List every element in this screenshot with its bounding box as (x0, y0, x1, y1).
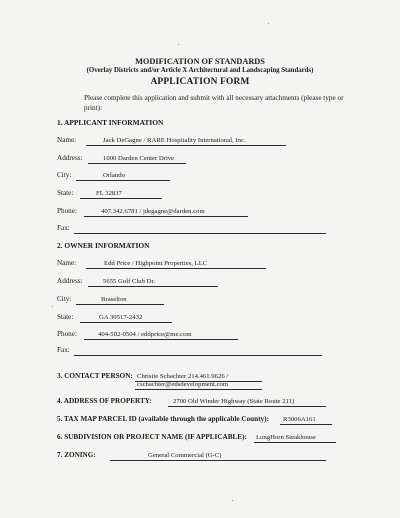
contact-person-line2-rule (135, 389, 262, 390)
owner-state-label: State: (57, 313, 74, 321)
applicant-name-line (86, 145, 286, 146)
tax-map-parcel-value[interactable]: R3006A161 (283, 416, 316, 423)
tax-map-parcel-line (280, 424, 332, 425)
owner-address-line (88, 286, 218, 287)
owner-name-line (86, 268, 266, 269)
applicant-city-label: City: (57, 171, 72, 179)
owner-city-label: City: (57, 295, 72, 303)
scan-speck (232, 500, 233, 501)
owner-address-value[interactable]: 5655 Golf Club Dr. (103, 278, 156, 285)
applicant-phone-line (84, 216, 248, 217)
instructions-text: Please complete this application and submit with all necessary attachments (please type or print): (84, 94, 344, 112)
applicant-state-line (80, 198, 162, 199)
property-address-line (168, 406, 326, 407)
owner-city-value[interactable]: Braselton (101, 296, 127, 303)
applicant-address-line (88, 163, 186, 164)
applicant-fax-label: Fax: (57, 224, 70, 232)
applicant-state-label: State: (57, 189, 74, 197)
property-address-label: 4. ADDRESS OF PROPERTY: (57, 397, 152, 405)
owner-state-value[interactable]: GA 30517-2432 (99, 314, 143, 321)
applicant-name-value[interactable]: Jack DeGagne / RARE Hospitality International, Inc. (103, 137, 246, 144)
owner-name-label: Name: (57, 259, 77, 267)
scan-speck (178, 44, 179, 45)
applicant-section-heading: 1. APPLICANT INFORMATION (57, 118, 164, 127)
owner-name-value[interactable]: Edd Price / Highpoint Properties, LLC (104, 260, 208, 267)
subdivision-label: 6. SUBDIVISION OR PROJECT NAME (IF APPLICABLE): (57, 433, 247, 441)
owner-phone-line (84, 339, 238, 340)
zoning-value[interactable]: General Commercial (G-C) (148, 452, 222, 459)
subdivision-value[interactable]: LongHorn Steakhouse (256, 434, 316, 441)
applicant-name-label: Name: (57, 136, 77, 144)
scan-speck (52, 306, 53, 307)
form-title: MODIFICATION OF STANDARDS (135, 57, 265, 66)
property-address-value[interactable]: 2700 Old Winder Highway (State Route 211) (173, 398, 295, 405)
application-form-heading: APPLICATION FORM (150, 77, 250, 87)
applicant-phone-value[interactable]: 407.342.6781 / jdegagne@darden.com (101, 208, 205, 215)
contact-person-line1[interactable]: Christie Schachter 214.461.9626 / (137, 373, 229, 380)
applicant-fax-line (74, 233, 326, 234)
subdivision-line (254, 442, 336, 443)
applicant-address-value[interactable]: 1000 Darden Center Drive (103, 155, 175, 162)
owner-fax-line (74, 355, 322, 356)
tax-map-parcel-label: 5. TAX MAP PARCEL ID (available through the applicable County): (57, 415, 269, 423)
contact-person-line2[interactable]: cschachter@edsdevelopment.com (137, 381, 229, 388)
owner-state-line (80, 322, 172, 323)
owner-phone-value[interactable]: 404-502-0504 / eddprice@me.com (98, 331, 192, 338)
applicant-city-line (76, 180, 170, 181)
applicant-state-value[interactable]: FL 32837 (96, 190, 122, 197)
zoning-label: 7. ZONING: (57, 451, 96, 459)
applicant-address-label: Address: (57, 154, 83, 162)
applicant-phone-label: Phone: (57, 207, 77, 215)
scan-speck (268, 23, 269, 24)
owner-address-label: Address: (57, 277, 83, 285)
owner-section-heading: 2. OWNER INFORMATION (57, 241, 150, 250)
owner-city-line (76, 304, 164, 305)
form-subtitle: (Overlay Districts and/or Article X Architectural and Landscaping Standards) (86, 67, 314, 74)
owner-phone-label: Phone: (57, 330, 77, 338)
owner-fax-label: Fax: (57, 346, 70, 354)
contact-person-label: 3. CONTACT PERSON: (57, 372, 133, 380)
applicant-city-value[interactable]: Orlando (103, 172, 125, 179)
zoning-line (110, 460, 326, 461)
